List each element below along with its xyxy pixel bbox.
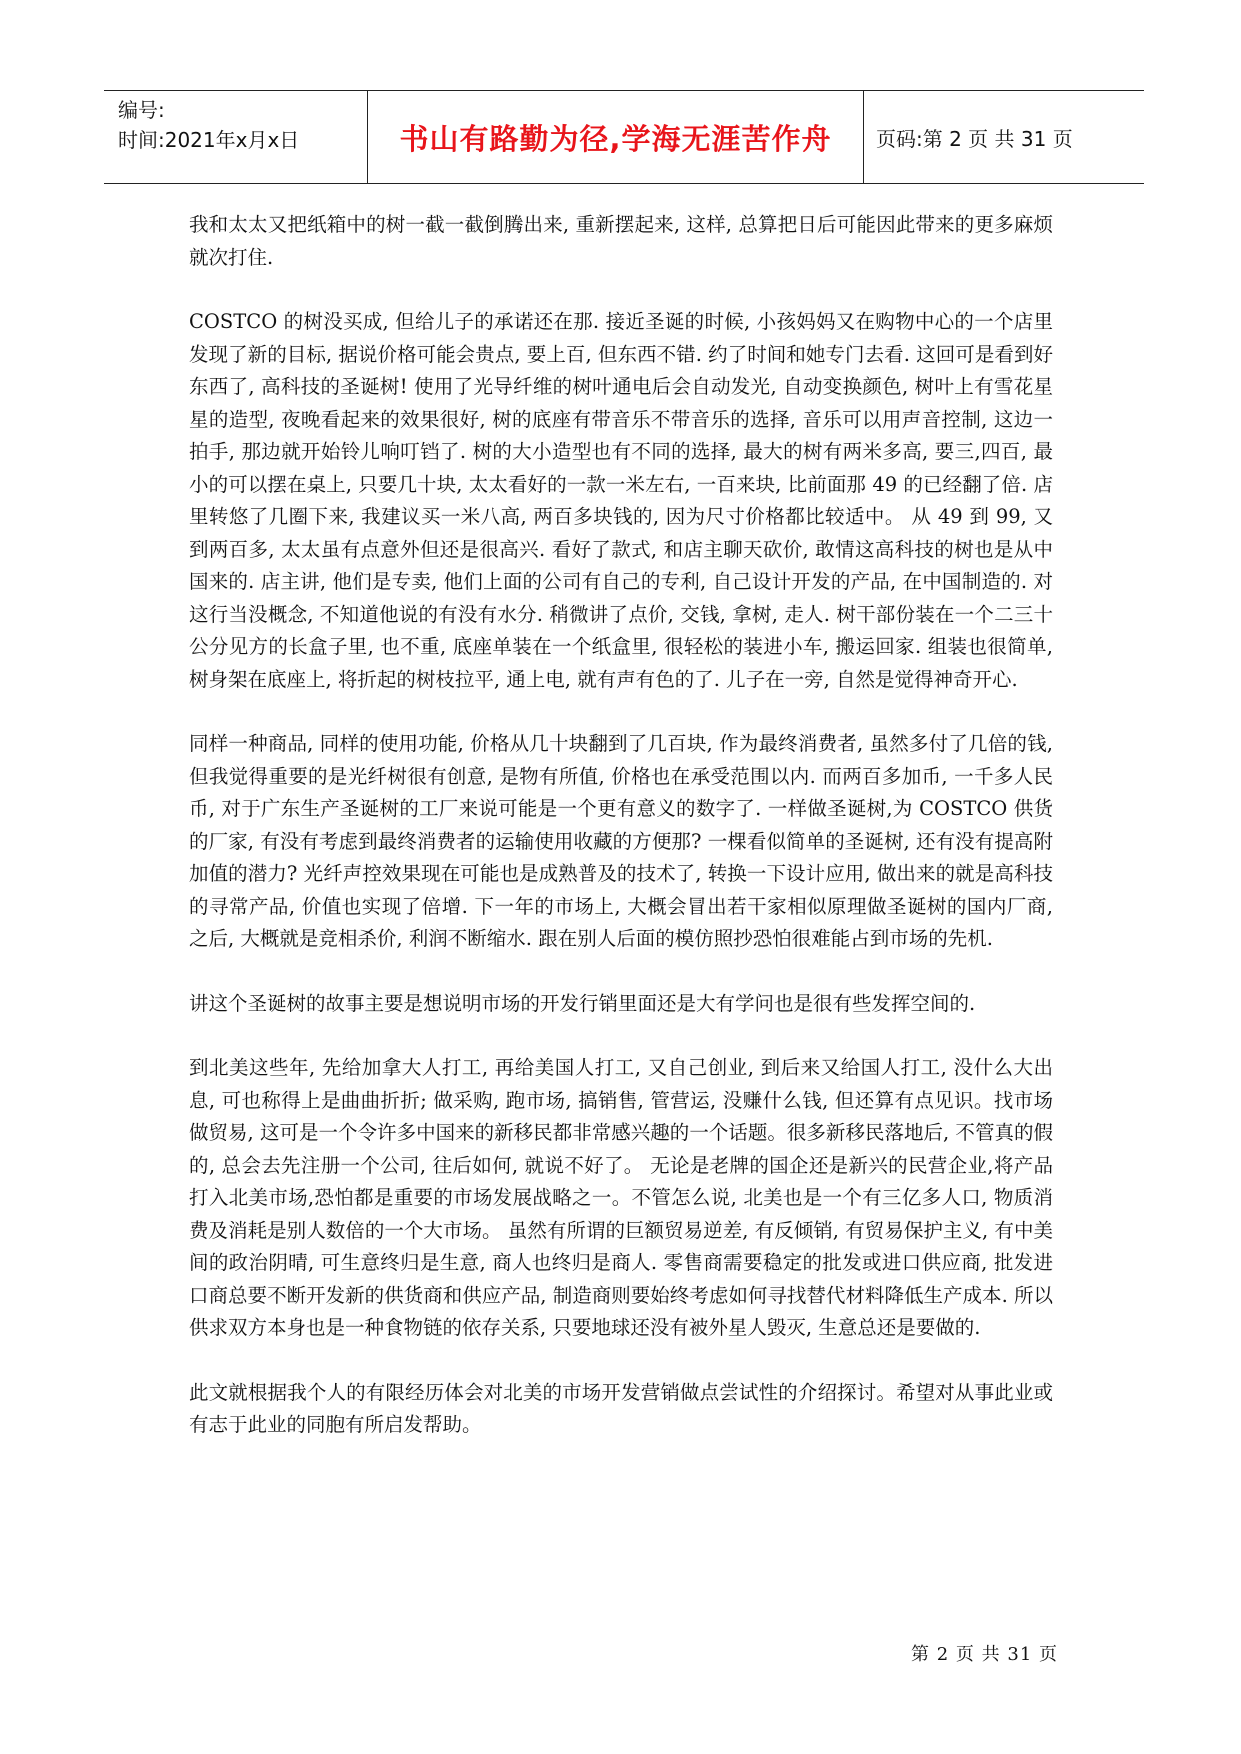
- document-body: [189, 209, 1053, 1474]
- time-label: 时间:2021年x月x日: [118, 128, 300, 152]
- paragraph: 我和太太又把纸箱中的树一截一截倒腾出来, 重新摆起来, 这样, 总算把日后可能因此带来的更多麻烦就次打住.: [189, 213, 1053, 269]
- header-meta: [104, 91, 368, 183]
- motto-text: 书山有路勤为径,学海无涯苦作舟: [399, 121, 832, 156]
- paragraph: 此文就根据我个人的有限经历体会对北美的市场开发营销做点尝试性的介绍探讨。希望对从事此业或有志于此业的同胞有所启发帮助。: [189, 1380, 1053, 1436]
- page-info-text: 页码:第 2 页 共 31 页: [876, 126, 1073, 151]
- header-page-info: [864, 91, 1144, 183]
- paragraph: 讲这个圣诞树的故事主要是想说明市场的开发行销里面还是大有学问也是很有些发挥空间的.: [189, 991, 976, 1015]
- paragraph: 到北美这些年, 先给加拿大人打工, 再给美国人打工, 又自己创业, 到后来又给国人打工, 没什么大出息, 可也称得上是曲曲折折; 做采购, 跑市场, 搞销售, 管营运, 没赚什么钱, 但还算有点见识。找市场做贸易, 这可是一个令许多中国来的新移民都非常感兴趣的一个话题。很多新移民落地后, 不管真的假的, 总会去先注册一个公司, 往后如何, 就说不好了。 无论是老牌的国企还是新兴的民营企业,将产品打入北美市场,恐怕都是重要的市场发展战略之一。不管怎么说, 北美也是一个有三亿多人口, 物质消费及消耗是别人数倍的一个大市场。 虽然有所谓的巨额贸易逆差, 有反倾销, 有贸易保护主义, 有中美间的政治阴晴, 可生意终归是生意, 商人也终归是商人. 零售商需要稳定的批发或进口供应商, 批发进口商总要不断开发新的供货商和供应产品, 制造商则要始终考虑如何寻找替代材料降低生产成本. 所以供求双方本身也是一种食物链的依存关系, 只要地球还没有被外星人毁灭, 生意总还是要做的.: [189, 1056, 1053, 1339]
- page-header: [104, 90, 1144, 184]
- page-footer: 第 2 页 共 31 页: [911, 1644, 1058, 1665]
- serial-number-label: 编号:: [118, 98, 165, 122]
- paragraph: COSTCO 的树没买成, 但给儿子的承诺还在那. 接近圣诞的时候, 小孩妈妈又在购物中心的一个店里发现了新的目标, 据说价格可能会贵点, 要上百, 但东西不错. 约了时间和她专门去看. 这回可是看到好东西了, 高科技的圣诞树! 使用了光导纤维的树叶通电后会自动发光, 自动变换颜色, 树叶上有雪花星星的造型, 夜晚看起来的效果很好, 树的底座有带音乐不带音乐的选择, 音乐可以用声音控制, 这边一拍手, 那边就开始铃儿响叮铛了. 树的大小造型也有不同的选择, 最大的树有两米多高, 要三,四百, 最小的可以摆在桌上, 只要几十块, 太太看好的一款一米左右, 一百来块, 比前面那 49 的已经翻了倍. 店里转悠了几圈下来, 我建议买一米八高, 两百多块钱的, 因为尺寸价格都比较适中。 从 49 到 99, 又到两百多, 太太虽有点意外但还是很高兴. 看好了款式, 和店主聊天砍价, 敢情这高科技的树也是从中国来的. 店主讲, 他们是专卖, 他们上面的公司有自己的专利, 自己设计开发的产品, 在中国制造的. 对这行当没概念, 不知道他说的有没有水分. 稍微讲了点价, 交钱, 拿树, 走人. 树干部份装在一个二三十公分见方的长盒子里, 也不重, 底座单装在一个纸盒里, 很轻松的装进小车, 搬运回家. 组装也很简单, 树身架在底座上, 将折起的树枝拉平, 通上电, 就有声有色的了. 儿子在一旁, 自然是觉得神奇开心.: [189, 310, 1053, 691]
- paragraph: 同样一种商品, 同样的使用功能, 价格从几十块翻到了几百块, 作为最终消费者, 虽然多付了几倍的钱, 但我觉得重要的是光纤树很有创意, 是物有所值, 价格也在承受范围以内. 而两百多加币, 一千多人民币, 对于广东生产圣诞树的工厂来说可能是一个更有意义的数字了. 一样做圣诞树,为 COSTCO 供货的厂家, 有没有考虑到最终消费者的运输使用收藏的方便那? 一棵看似简单的圣诞树, 还有没有提高附加值的潜力? 光纤声控效果现在可能也是成熟普及的技术了, 转换一下设计应用, 做出来的就是高科技的寻常产品, 价值也实现了倍增. 下一年的市场上, 大概会冒出若干家相似原理做圣诞树的国内厂商, 之后, 大概就是竞相杀价, 利润不断缩水. 跟在别人后面的模仿照抄恐怕很难能占到市场的先机.: [189, 732, 1053, 950]
- header-motto: [368, 91, 864, 183]
